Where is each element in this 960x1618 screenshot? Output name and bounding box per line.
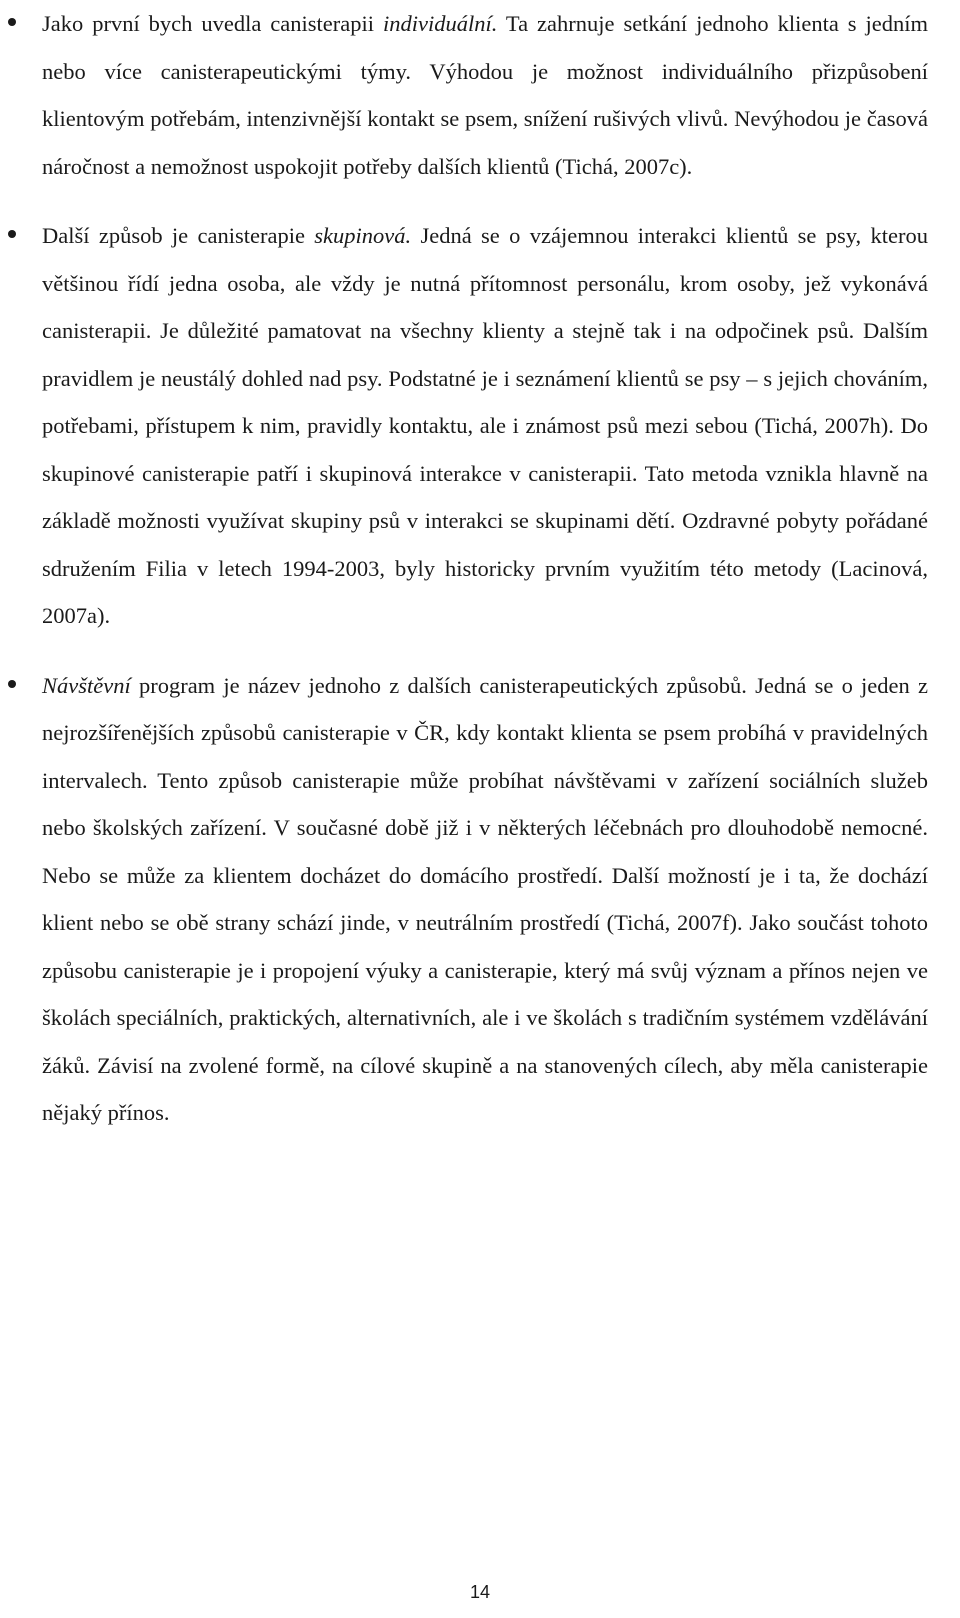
bullet-item-individual (42, 0, 928, 190)
text-segment: Jako první bych uvedla canisterapii (42, 11, 383, 36)
bullet-dot-icon (8, 680, 16, 688)
paragraph-visiting (42, 662, 928, 1137)
bullet-list (42, 0, 928, 1137)
text-segment: Další způsob je canisterapie (42, 223, 315, 248)
text-segment: Jedná se o vzájemnou interakci klientů se psy, kterou většinou řídí jedna osoba, ale vždy je nutná přítomnost personálu, krom osoby, jež vykonává canisterapii. Je důležité pamatovat na všechny klienty a stejně tak i na odpočinek psů. Dalším pravidlem je neustálý dohled nad psy. Podstatné je i seznámení klientů se psy – s jejich chováním, potřebami, přístupem k nim, pravidly kontaktu, ale i známost psů mezi sebou (Tichá, 2007h). Do skupinové canisterapie patří i skupinová interakce v canisterapii. Tato metoda vznikla hlavně na základě možnosti využívat skupiny psů v interakci se skupinami dětí. Ozdravné pobyty pořádané sdružením Filia v letech 1994-2003, byly historicky prvním využitím této metody (Lacinová, 2007a). (42, 223, 928, 628)
bullet-item-group (42, 212, 928, 640)
text-segment-italic: individuální. (382, 11, 498, 36)
bullet-item-visiting (42, 662, 928, 1137)
text-segment-italic: skupinová. (314, 223, 412, 248)
page-number: 14 (469, 1582, 491, 1602)
bullet-dot-icon (8, 230, 16, 238)
paragraph-individual (42, 0, 928, 190)
text-segment: program je název jednoho z dalších canisterapeutických způsobů. Jedná se o jeden z nejrozšířenějších způsobů canisterapie v ČR, kdy kontakt klienta se psem probíhá v pravidelných intervalech. Tento způsob canisterapie může probíhat návštěvami v zařízení sociálních služeb nebo školských zařízení. V současné době již i v některých léčebnách pro dlouhodobě nemocné. Nebo se může za klientem docházet do domácího prostředí. Další možností je i ta, že dochází klient nebo se obě strany schází jinde, v neutrálním prostředí (Tichá, 2007f). Jako součást tohoto způsobu canisterapie je i propojení výuky a canisterapie, který má svůj význam a přínos nejen ve školách speciálních, praktických, alternativních, ale i ve školách s tradičním systémem vzdělávání žáků. Závisí na zvolené formě, na cílové skupině a na stanovených cílech, aby měla canisterapie nějaký přínos. (42, 672, 928, 1125)
paragraph-group (42, 212, 928, 640)
text-segment-italic: Návštěvní (42, 672, 131, 698)
bullet-dot-icon (8, 18, 16, 26)
text-segment: Ta zahrnuje setkání jednoho klienta s jedním nebo více canisterapeutickými týmy. Výhodou je možnost individuálního přizpůsobení klientovým potřebám, intenzivnější kontakt se psem, snížení rušivých vlivů. Nevýhodou je časová náročnost a nemožnost uspokojit potřeby dalších klientů (Tichá, 2007c). (42, 11, 928, 179)
